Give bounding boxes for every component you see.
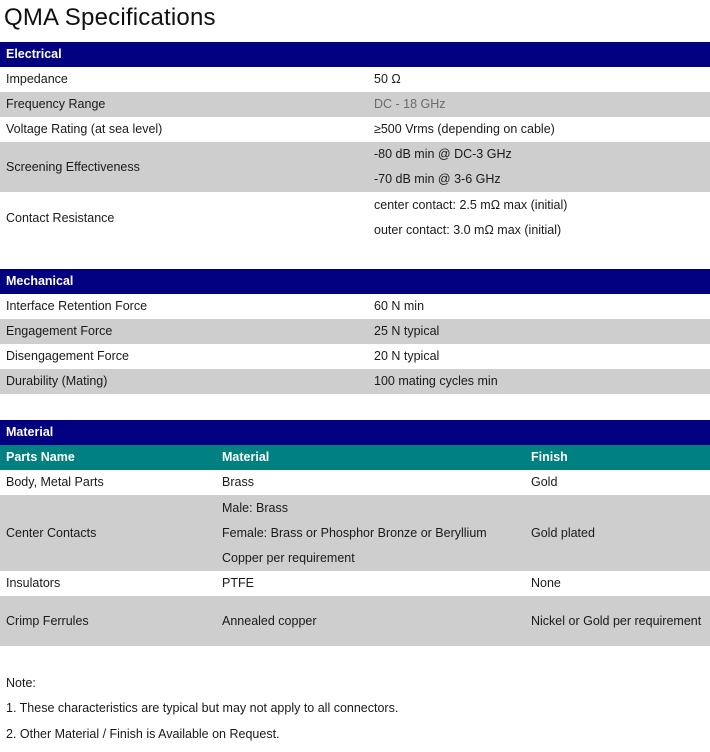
mechanical-section-header: Mechanical <box>0 269 710 294</box>
note-item: 2. Other Material / Finish is Available on Request. <box>6 727 280 741</box>
part-finish: Gold <box>531 475 558 489</box>
column-header-material: Material <box>222 450 270 464</box>
spec-label: Durability (Mating) <box>6 374 108 388</box>
spec-label: Engagement Force <box>6 324 113 338</box>
material-row-crimp-ferrules <box>0 596 710 646</box>
spec-row-frequency-range <box>0 92 710 117</box>
spec-row-interface-retention-force <box>0 294 710 319</box>
spec-row-voltage-rating <box>0 117 710 142</box>
spec-row-impedance <box>0 67 710 92</box>
column-header-finish: Finish <box>531 450 568 464</box>
spec-value: 50 Ω <box>374 72 401 86</box>
spec-value: -80 dB min @ DC-3 GHz <box>374 147 512 161</box>
material-row-center-contacts <box>0 495 710 571</box>
electrical-section-header: Electrical <box>0 42 710 67</box>
spec-label: Frequency Range <box>6 97 106 111</box>
note-item: 1. These characteristics are typical but may not apply to all connectors. <box>6 701 399 715</box>
spec-label: Contact Resistance <box>6 210 115 225</box>
spec-value: -70 dB min @ 3-6 GHz <box>374 172 501 186</box>
part-material: Brass <box>222 475 254 489</box>
spec-label: Impedance <box>6 72 68 86</box>
part-finish: Nickel or Gold per requirement <box>531 613 702 628</box>
spec-label: Screening Effectiveness <box>6 159 140 174</box>
part-material: Annealed copper <box>222 613 317 628</box>
spec-row-disengagement-force <box>0 344 710 369</box>
spec-row-durability <box>0 369 710 394</box>
spec-value: 20 N typical <box>374 349 440 363</box>
spec-value: 100 mating cycles min <box>374 374 498 388</box>
part-name: Center Contacts <box>6 525 97 540</box>
part-material: Male: Brass <box>222 500 288 515</box>
material-row-body-metal-parts <box>0 470 710 495</box>
material-row-insulators <box>0 571 710 596</box>
spec-value: 25 N typical <box>374 324 440 338</box>
part-name: Body, Metal Parts <box>6 475 104 489</box>
spec-value: 60 N min <box>374 299 425 313</box>
part-finish: None <box>531 576 561 590</box>
material-column-headers <box>0 445 710 470</box>
part-finish: Gold plated <box>531 525 595 540</box>
part-material: PTFE <box>222 576 254 590</box>
spec-value: center contact: 2.5 mΩ max (initial) <box>374 198 568 212</box>
spec-label: Voltage Rating (at sea level) <box>6 122 163 136</box>
spec-value: outer contact: 3.0 mΩ max (initial) <box>374 223 562 237</box>
spec-row-screening-effectiveness <box>0 142 710 192</box>
spec-value: DC - 18 GHz <box>374 97 446 111</box>
part-material: Female: Brass or Phosphor Bronze or Beryllium <box>222 525 487 540</box>
notes-heading: Note: <box>6 676 36 690</box>
spec-label: Interface Retention Force <box>6 299 148 313</box>
page-title: QMA Specifications <box>4 4 216 31</box>
spec-row-contact-resistance <box>0 192 710 244</box>
spec-value: ≥500 Vrms (depending on cable) <box>374 122 555 136</box>
column-header-parts-name: Parts Name <box>6 450 75 464</box>
spec-label: Disengagement Force <box>6 349 129 363</box>
spec-row-engagement-force <box>0 319 710 344</box>
part-name: Crimp Ferrules <box>6 613 89 628</box>
material-section-header: Material <box>0 420 710 445</box>
part-material: Copper per requirement <box>222 550 355 565</box>
part-name: Insulators <box>6 576 61 590</box>
